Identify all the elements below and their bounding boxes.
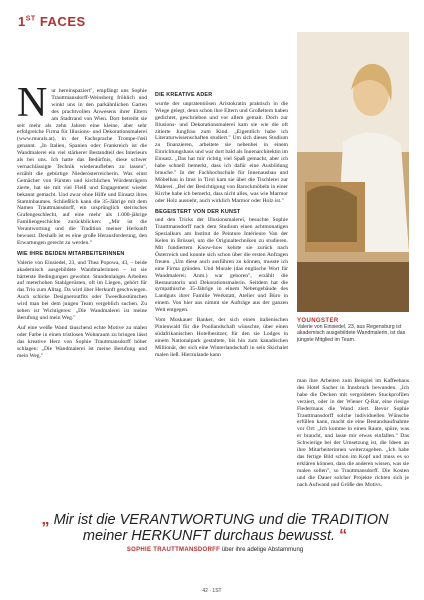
quote-attribution — [30, 547, 400, 553]
quote-text: Mir ist die VERANTWORTUNG und die TRADITION meiner HERKUNFT durchaus bewusst. — [53, 512, 389, 544]
header-prefix: 1 — [18, 14, 26, 29]
section-header — [18, 14, 86, 29]
column-2 — [155, 88, 288, 362]
section-3-paragraph-1: und den Tricks der Illusionsmalerei, besuchte Sophie Trauttmansdorff nach dem Studium einen achtmonatigen Spezialkurs am Institut de Peinture Intérieure Van der Kelen in Brüssel, um die Originaltechniken zu studieren. Mit fundiertem Know-how kehrte sie zurück nach Österreich und konnte sich schon über die ersten Anfragen freuen. „Um diese auch ausführen zu können, musste ich eine Firma gründen. Und Murale (das englische Wort für Wandmalerei; Anm.) war geboren", erzählt die Restauratorin und Dekorationsmalerin. Seitdem hat die sympathische 35-Jährige in einem Nebengebäude des Landguts ihrer Familie Werkstatt, Atelier und Büro in einem. Von hier aus nimmt sie Aufträge aus der ganzen Welt entgegen. — [155, 217, 288, 314]
quote-close-mark: “ — [339, 527, 348, 544]
drop-cap: N — [17, 80, 48, 126]
column-1 — [17, 80, 147, 362]
section-1-paragraph-1: Valerie von Einsiedel, 23, und Thea Popowa, 43, – beide akademisch ausgebildete Wandmalerinnen – ist sie bärtetste Bedingungen gewohnt. Stundenlanges Arbeiten auf meterhohen Stahlgerüsten, oft im Liegen, gehört für das Trio zum Alltag. Da wird über Herkunft geschwiegen. Auch schicke Designeroutfits oder Tweedkostümchen wird man bei dem jungen Team vergeblich suchen. Zu sehen ist Wichtigeres: „Die Wandmalerei ist meine Berufung und mein Weg." — [17, 259, 147, 321]
header-prefix-sup: ST — [25, 15, 36, 23]
photo-caption — [297, 318, 409, 343]
portrait-illustration — [297, 32, 409, 312]
section-1-paragraph-2: Auf eine weiße Wand täuschend echte Motive zu malen oder Farbe in einen tristlosen Wohnraum zu bringen lässt das kreative Herz von Sophie Trauttmansdorff höher schlagen: „Die Wandmalerei ist meine Berufung und mein Weg." — [17, 324, 147, 359]
section-heading-2: DIE KREATIVE ADER — [155, 92, 213, 98]
quote-open-mark: „ — [41, 511, 50, 528]
column-3 — [297, 378, 409, 492]
column-3-text: man ihre Arbeiten zum Beispiel im Kaffeehaus des Hotel Sacher in Innsbruck bewunden. „Ich habe die Decken mit vergoldeten Stuckprofilen verziert, oder in der Wiener Q-Bar, eine riesige Fledermaus die Wand ziert. Bevor Sophie Trauttmansdorff solche individuellen Wünsche erfüllen kann, macht sie eine Bestandsaufnahme vor Ort: „Ich komme in einen Raum, spüre, was er braucht, und lasse mir etwas einfallen." Das Schwierige bei der Umsetzung ist, die Ideen an ihre Mitarbeiterinnen weiterzugeben. „Ich habe das fertige Bild schon im Kopf und muss es so erklären können, dass die anderen wissen, was sie malen sollen", so Trauttmansdorff. Die Kosten und die Dauer solcher Projekte richten sich je nach Aufwand und Größe des Motivs. — [297, 378, 409, 488]
section-2-paragraph-1: wurde der unpratentiösen Aristokratin praktisch in die Wiege gelegt, denn schon ihre Eltern und Großeltern haben gedichtet, geschrieben und vor allem gemalt. Doch zur Illusions- und Dekorationsmalerei kam sie wie die oft zitierte Jungfrau zum Kind. „Eigentlich habe ich Literaturwissenschaften studiert." Um sich dieses Studium zu finanzieren, arbeitete sie nebenbei in einem Einrichtungshaus und war dort bald als Innenarchitektin im Einsatz. „Das hat mir richtig viel Spaß gemacht, aber ich habe schnell bemerkt, dass ich dafür eine Ausbildung brauche." In der Fachhochschule für Innenausbau und Möbelbau in Imst in Tirol kam sie über die Tischlerei zur Malerei. „Bei der Besichtigung von Barockmöbeln in einer Kirche habe ich bemerkt, dass nicht alles, was wie Marmor oder Holz aussieht, auch wirklich Marmor oder Holz ist." — [155, 100, 288, 204]
lead-paragraph — [17, 80, 147, 247]
page-folio: 42 · 1ST — [202, 588, 222, 594]
section-heading-1: WIE IHRE BEIDEN MITARBEITERINNEN — [17, 250, 125, 257]
caption-text: Valerie von Einsiedel, 23, aus Regensburg ist akademisch ausgebildete Wandmalerin, ist das jüngste Mitglied im Team. — [297, 324, 406, 343]
pull-quote — [30, 512, 400, 553]
caption-title: YOUNGSTER — [297, 318, 339, 324]
lead-text: ur hereinspaziert", empfängt uns Sophie Trauttmansdorff-Weinsberg fröhlich und winkt uns in den parkähnlichen Garten des prachtvollen Anwesens ihrer Eltern am Stadtrand von Wien. Dort betreibt sie seit mehr als zehn Jahren eine kleine, aber sehr erfolgreiche Firma für Illusions- und Dekorationsmalerei (www.murals.at), in der Fachsprache Trompe-l'œil genannt. „In Italien, Spanien oder Frankreich ist die Wandmalerei ein viel stärkerer Bestandteil des Interieurs als bei uns. Ich hatte das Bedürfnis, diese schwer vernachlässigte Technik wiederaufleben zu lassen", erzählt die gebürtige Niederösterreicherin. Was einst Gemächer von Fürsten und kirchlichen Würdenträgern zierte, hat sie mit viel Fleiß und Engagement wieder bekannt gemacht. Und zwar ohne Hilfe und Einsatz ihres Stammbaumes. Schließlich kann die 35-Jährige mit dem Namen Trauttmansdorff, ein ursprünglich steirisches Grafengeschlecht, auf eine mehr als 1.000-jährige Familiengeschichte zurückblicken: „Mir ist die Verantwortung und die Tradition meiner Herkunft bewusst. Deshalb ist es eine große Herausforderung, den Erwartungen gerecht zu werden." — [17, 88, 147, 246]
section-heading-3: BEGEISTERT VON DER KUNST — [155, 208, 241, 215]
section-3-paragraph-2: Vom Moskauer Banker, der sich einen italienischen Pinienwald für die Poollandschaft wünschte, über einen südafrikanischen Hotelbesitzer, für den sie Lodges in einem Nationalpark gestaltete, bis hin zum kanadischen Millionär, der sich eine Winterlandschaft in sein Skichalet malen ließ. Hierzulande kann — [155, 317, 288, 358]
portrait-photo — [297, 32, 409, 312]
header-title: FACES — [39, 14, 86, 29]
quote-author-note: über ihre adelige Abstammung — [221, 547, 304, 553]
quote-author: SOPHIE TRAUTTMANSDORFF — [126, 547, 221, 553]
